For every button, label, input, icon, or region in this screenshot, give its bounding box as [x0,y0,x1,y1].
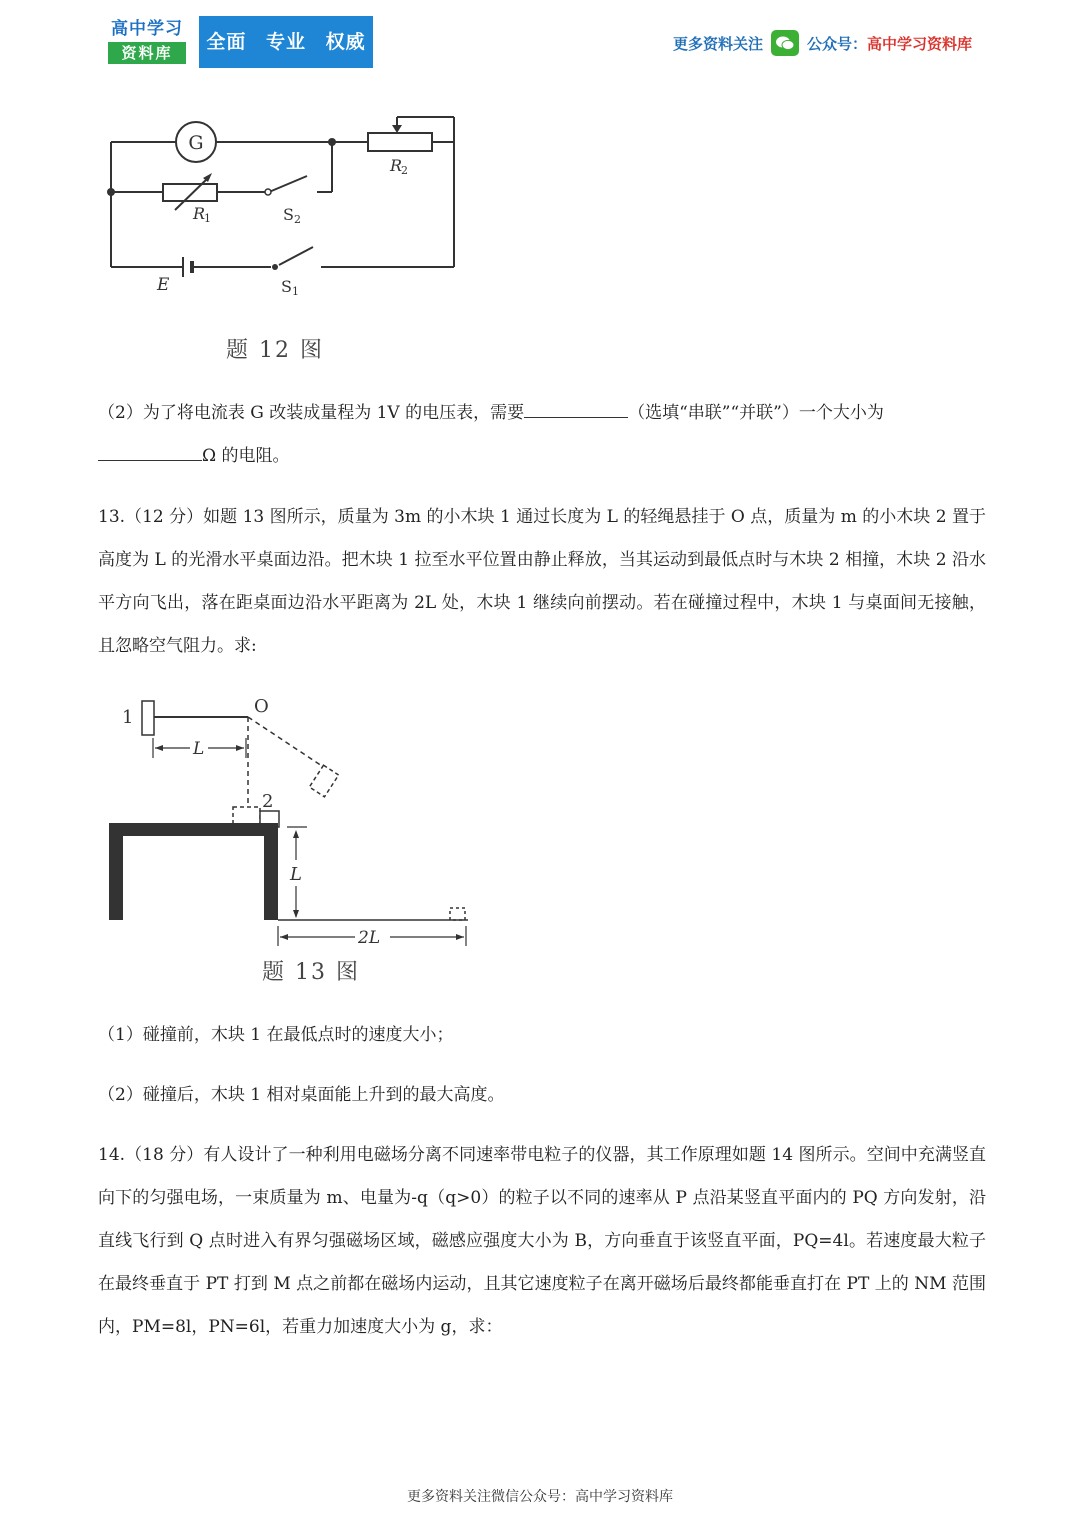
table-height-label: L [290,864,302,885]
q13-stem: 13.（12 分）如题 13 图所示，质量为 3m 的小木块 1 通过长度为 L 的轻绳悬挂于 O 点，质量为 m 的小木块 2 置于高度为 L 的光滑水平桌面边沿。把木块 1 拉至水平位置由静止释放，当其运动到最低点时与木块 2 相撞，木块 2 沿水平方向飞出，落在距桌面边沿水平距离为 2L 处，木块 1 继续向前摆动。若在碰撞过程中，木块 1 与桌面间无接触，且忽略空气阻力。求: [98,507,986,656]
string-length-label: L [193,739,205,759]
more-info-text: 更多资料关注 [672,34,763,53]
answer-blank-resistance[interactable] [98,442,202,461]
distance-2l-label: 2L [358,928,381,948]
header-banner [199,16,373,68]
block2-label: 2 [262,791,274,812]
r2-label: R [390,156,403,175]
logo-line2: 资料库 [108,42,186,64]
page-footer: 更多资料关注微信公众号：高中学习资料库 [407,1489,673,1505]
banner-word: 全面 [206,31,247,53]
r1-label: R [193,204,206,223]
site-logo [108,18,186,68]
account-label: 公众号： [806,34,867,53]
logo-line1: 高中学习 [111,19,183,39]
q13-sub1: （1）碰撞前，木块 1 在最低点时的速度大小； [98,1025,454,1045]
q12-part2-text-b: （选填“串联”“并联”）一个大小为 [628,403,884,423]
q12-part2-text-a: （2）为了将电流表 G 改装成量程为 1V 的电压表，需要 [98,403,525,423]
s2-label: S [283,205,294,224]
r1-subscript: 1 [204,212,211,225]
q12-part2 [98,392,986,478]
figure-13-caption: 题 13 图 [262,960,360,985]
account-name: 高中学习资料库 [866,34,972,53]
q13-sub2: （2）碰撞后，木块 1 相对桌面能上升到的最大高度。 [98,1085,505,1105]
wechat-icon [771,30,799,56]
block1-label: 1 [122,707,134,728]
answer-blank-connection[interactable] [524,399,628,418]
pivot-o-label: O [254,696,269,717]
banner-word: 专业 [265,31,306,53]
galvanometer-label: G [188,132,204,154]
figure-13-pendulum [100,690,480,955]
s1-subscript: 1 [292,285,299,298]
q14-stem: 14.（18 分）有人设计了一种利用电磁场分离不同速率带电粒子的仪器，其工作原理如题 14 图所示。空间中充满竖直向下的匀强电场，一束质量为 m、电量为-q（q>0）的粒子以不同的速率从 P 点沿某竖直平面内的 PQ 方向发射，沿直线飞行到 Q 点时进入有界匀强磁场区域，磁感应强度大小为 B，方向垂直于该竖直平面，PQ=4l。若速度最大粒子在最终垂直于 PT 打到 M 点之前都在磁场内运动，且其它速度粒子在离开磁场后最终都能垂直打在 PT 上的 NM 范围内，PM=8l，PN=6l，若重力加速度大小为 g，求： [98,1145,986,1337]
s2-subscript: 2 [294,213,301,226]
battery-label: E [157,275,170,295]
q12-part2-text-c: Ω 的电阻。 [202,446,290,466]
banner-word: 权威 [325,31,366,53]
r2-subscript: 2 [401,164,408,177]
s1-label: S [281,277,292,296]
figure-12-caption: 题 12 图 [226,338,324,363]
header-account-info [673,28,972,58]
